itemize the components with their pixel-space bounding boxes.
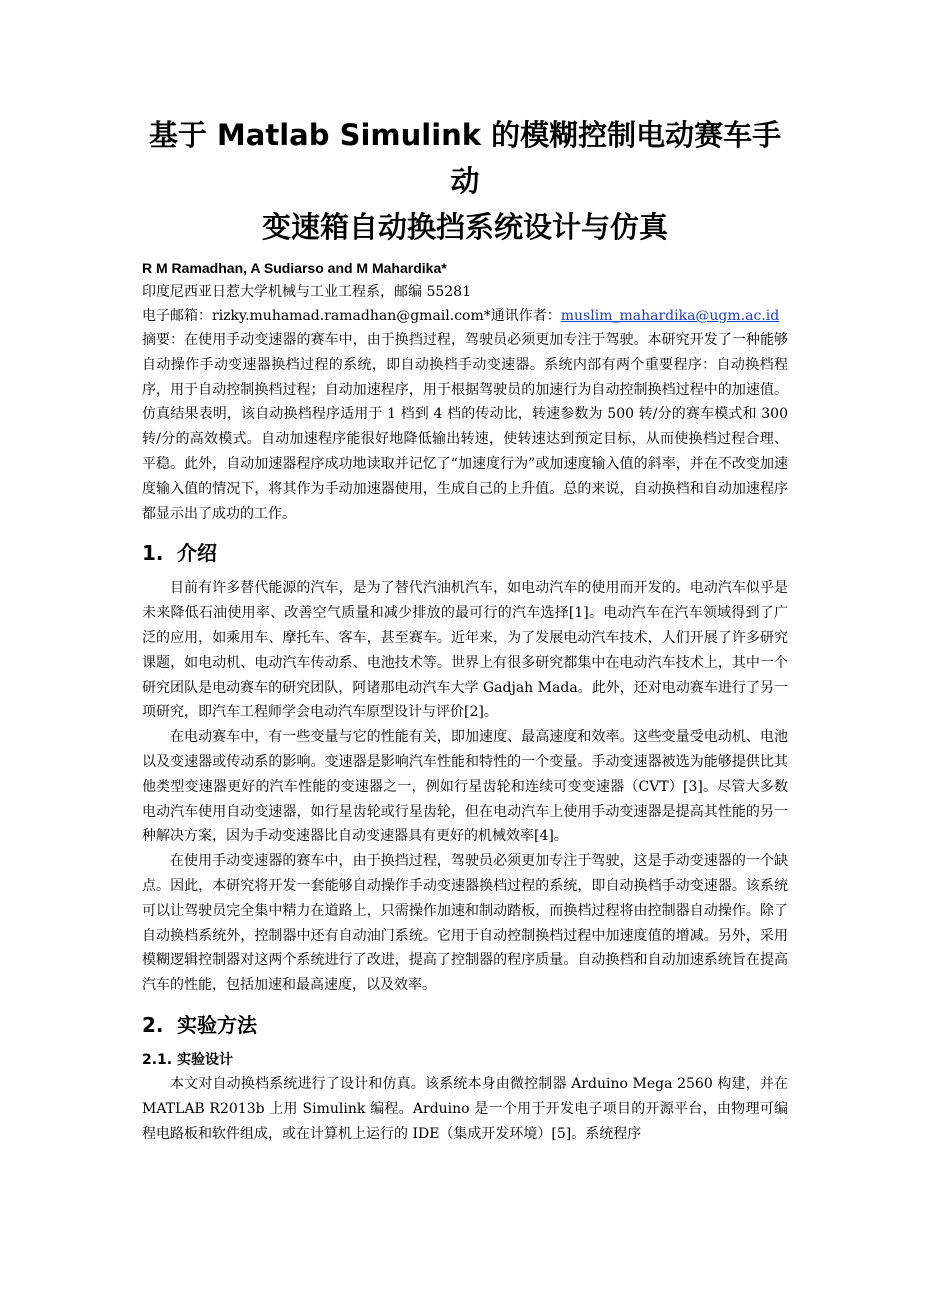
author-list: R M Ramadhan, A Sudiarso and M Mahardika*: [142, 260, 447, 276]
affiliation: 印度尼西亚日惹大学机械与工业工程系，邮编 55281: [142, 284, 471, 300]
paper-page: [142, 112, 788, 1146]
section-heading-2: [142, 1008, 788, 1042]
section-number: 1.: [142, 541, 164, 566]
paper-title: [142, 112, 788, 250]
methods-paragraph-1: 本文对自动换档系统进行了设计和仿真。该系统本身由微控制器 Arduino Mega 2560 构建，并在 MATLAB R2013b 上用 Simulink 编程。Arduino 是一个用于开发电子项目的开源平台，由物理可编程电路板和软件组成，或在计算机上运行的 IDE（集成开发环境）[5]。系统程序: [142, 1075, 788, 1142]
email-prefix: 电子邮箱：rizky.muhamad.ramadhan@gmail.com*通讯作者：: [142, 308, 561, 324]
email-line: [142, 304, 788, 328]
intro-paragraph-1: 目前有许多替代能源的汽车，是为了替代汽油机汽车，如电动汽车的使用而开发的。电动汽车似乎是未来降低石油使用率、改善空气质量和减少排放的最可行的汽车选择[1]。电动汽车在汽车领域得到了广泛的应用，如乘用车、摩托车、客车，甚至赛车。近年来，为了发展电动汽车技术，人们开展了许多研究课题，如电动机、电动汽车传动系、电池技术等。世界上有很多研究都集中在电动汽车技术上，其中一个研究团队是电动赛车的研究团队，阿诸那电动汽车大学 Gadjah Mada。此外，还对电动赛车进行了另一项研究，即汽车工程师学会电动汽车原型设计与评价[2]。: [142, 580, 788, 721]
title-line-1: 基于 Matlab Simulink 的模糊控制电动赛车手动: [148, 118, 782, 198]
abstract: 摘要：在使用手动变速器的赛车中，由于换挡过程，驾驶员必须更加专注于驾驶。本研究开发了一种能够自动操作手动变速器换档过程的系统，即自动换档手动变速器。系统内部有两个重要程序：自动换档程序，用于自动控制换档过程；自动加速程序，用于根据驾驶员的加速行为自动控制换档过程中的加速值。仿真结果表明，该自动换档程序适用于 1 档到 4 档的传动比，转速参数为 500 转/分的赛车模式和 300 转/分的高效模式。自动加速程序能很好地降低输出转速，使转速达到预定目标，从而使换档过程合理、平稳。此外，自动加速器程序成功地读取并记忆了“加速度行为”或加速度输入值的斜率，并在不改变加速度输入值的情况下，将其作为手动加速器使用，生成自己的上升值。总的来说，自动换档和自动加速程序都显示出了成功的工作。: [142, 332, 788, 522]
intro-paragraph-3: 在使用手动变速器的赛车中，由于换挡过程，驾驶员必须更加专注于驾驶，这是手动变速器的一个缺点。因此，本研究将开发一套能够自动操作手动变速器换档过程的系统，即自动换档手动变速器。该系统可以让驾驶员完全集中精力在道路上，只需操作加速和制动踏板，而换档过程将由控制器自动操作。除了自动换档系统外，控制器中还有自动油门系统。它用于自动控制换档过程中加速度值的增减。另外，采用模糊逻辑控制器对这两个系统进行了改进，提高了控制器的程序质量。自动换档和自动加速系统旨在提高汽车的性能，包括加速和最高速度，以及效率。: [142, 853, 788, 994]
subsection-heading: 2.1. 实验设计: [142, 1051, 233, 1068]
section-number: 2.: [142, 1012, 164, 1037]
section-title: 实验方法: [176, 1012, 257, 1037]
title-line-2: 变速箱自动换挡系统设计与仿真: [261, 210, 668, 244]
section-heading-1: [142, 536, 788, 570]
corresponding-email-link[interactable]: muslim_mahardika@ugm.ac.id: [560, 308, 780, 324]
section-title: 介绍: [176, 541, 217, 566]
intro-paragraph-2: 在电动赛车中，有一些变量与它的性能有关，即加速度、最高速度和效率。这些变量受电动机、电池以及变速器或传动系的影响。变速器是影响汽车性能和特性的一个变量。手动变速器被选为能够提供比其他类型变速器更好的汽车性能的变速器之一，例如行星齿轮和连续可变变速器（CVT）[3]。尽管大多数电动汽车使用自动变速器，如行星齿轮或行星齿轮，但在电动汽车上使用手动变速器是提高其性能的另一种解决方案，因为手动变速器比自动变速器具有更好的机械效率[4]。: [142, 729, 788, 845]
